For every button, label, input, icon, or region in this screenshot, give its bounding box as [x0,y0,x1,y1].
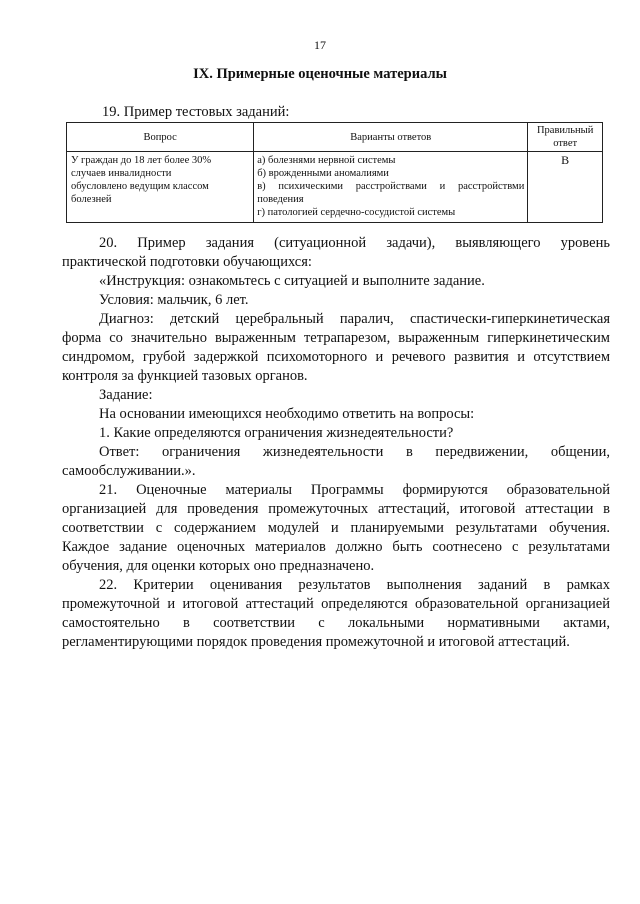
option-d: г) патологией сердечно-сосудистой системы [257,207,456,218]
paragraph-22-line: самостоятельно в соответствии с локальными нормативными актами, [62,615,610,631]
paragraph-21-line: соответствии с содержанием модулей и планируемыми результатами обучения. [62,520,610,536]
header-correct-line-2: ответ [553,138,578,149]
answer-line: Ответ: ограничения жизнедеятельности в передвижении, общении, [99,444,610,460]
correct-answer-cell: В [528,152,603,223]
page-number: 17 [314,38,326,52]
option-c-continued: поведения [257,194,304,205]
task-label: Задание: [99,387,153,403]
diagnosis-line: форма со значительно выраженным тетрапарезом, выраженным гиперкинетическим [62,330,610,346]
question-line: обусловлено ведущим классом [71,181,209,192]
option-b: б) врожденными аномалиями [257,168,389,179]
question-line: случаев инвалидности [71,168,172,179]
diagnosis-line: Диагноз: детский церебральный паралич, спастически-гиперкинетическая [99,311,610,327]
option-c: в) психическими расстройствами и расстройствми [257,181,525,192]
question-1-line: 1. Какие определяются ограничения жизнедеятельности? [99,425,454,441]
table-row [67,152,603,223]
question-line: болезней [71,194,112,205]
question-cell [67,152,254,223]
task-line: На основании имеющихся необходимо ответить на вопросы: [99,406,475,422]
answer-line: самообслуживании.». [62,463,196,479]
diagnosis-line: контроля за функцией тазовых органов. [62,368,308,384]
paragraph-22-line: 22. Критерии оценивания результатов выполнения заданий в рамках [99,577,610,593]
header-question: Вопрос [67,123,254,152]
section-title: IX. Примерные оценочные материалы [193,66,447,82]
paragraph-21-line: Каждое задание оценочных материалов должно быть соотнесено с результатами [62,539,610,555]
paragraph-21-line: 21. Оценочные материалы Программы формируются образовательной [99,482,610,498]
option-a: а) болезнями нервной системы [257,155,396,166]
test-questions-table [66,122,603,223]
options-cell [254,152,528,223]
paragraph-22-line: промежуточной и итоговой аттестаций определяются образовательной организацией [62,596,610,612]
header-correct-answer [528,123,603,152]
paragraph-20-line: 20. Пример задания (ситуационной задачи), выявляющего уровень [99,235,610,251]
question-line: У граждан до 18 лет более 30% [71,155,212,166]
header-options: Варианты ответов [254,123,528,152]
paragraph-22-line: регламентирующими порядок проведения промежуточной и итоговой аттестаций. [62,634,570,650]
paragraph-20-line: практической подготовки обучающихся: [62,254,312,270]
instruction-line: «Инструкция: ознакомьтесь с ситуацией и выполните задание. [99,273,485,289]
conditions-line: Условия: мальчик, 6 лет. [99,292,249,308]
table-header-row [67,123,603,152]
example-19-heading: 19. Пример тестовых заданий: [102,104,290,120]
paragraph-21-line: организацией для проведения промежуточных аттестаций, итоговой аттестации в [62,501,610,517]
header-correct-line-1: Правильный [536,125,594,136]
paragraph-21-line: обучения, для оценки которых оно предназначено. [62,558,375,574]
diagnosis-line: синдромом, грубой задержкой психомоторного и речевого развития и отсутствием [62,349,610,365]
body-text [62,234,610,652]
